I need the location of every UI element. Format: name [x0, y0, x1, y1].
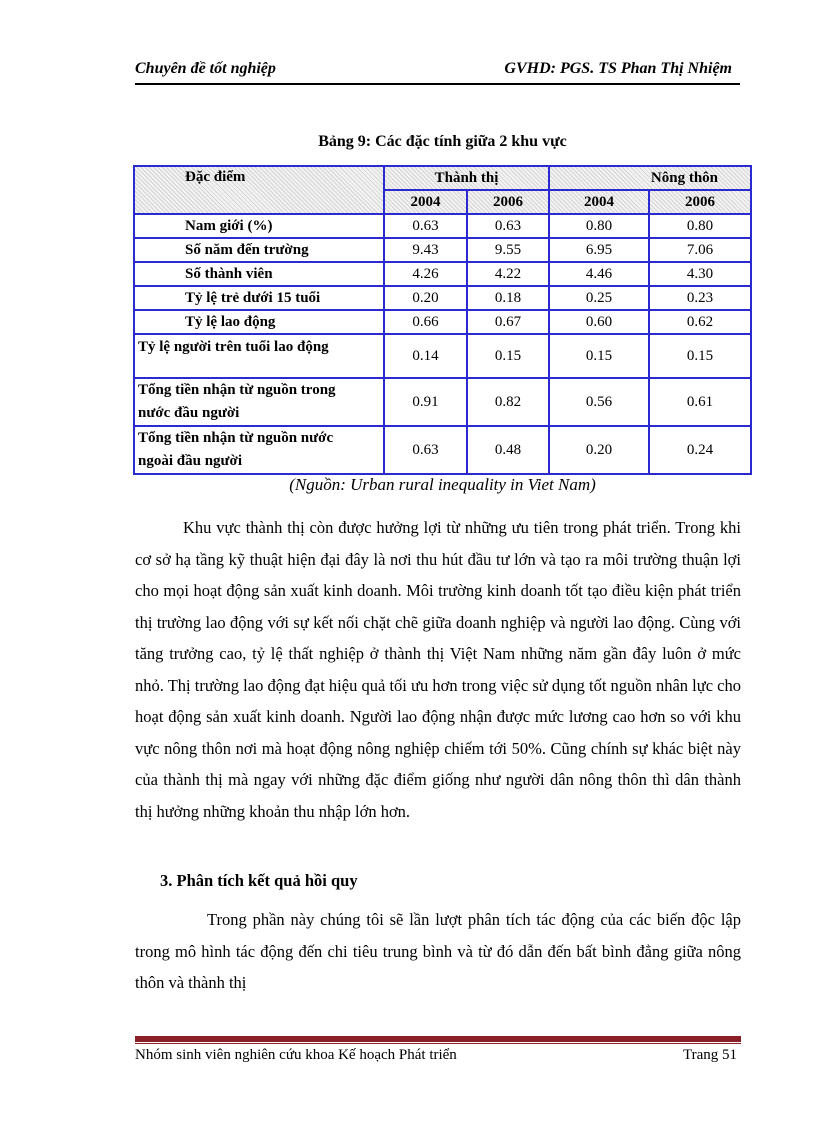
- table-cell: 0.63: [384, 214, 467, 238]
- header-year: 2004: [384, 190, 467, 214]
- table-cell: 0.18: [467, 286, 549, 310]
- table-row: [134, 262, 751, 286]
- table-cell: 0.61: [649, 378, 751, 426]
- header-supervisor: GVHD: PGS. TS Phan Thị Nhiệm: [504, 60, 732, 77]
- table-row: [134, 310, 751, 334]
- table-cell: 0.23: [649, 286, 751, 310]
- table-cell: 4.46: [549, 262, 649, 286]
- body-paragraph: Khu vực thành thị còn được hưởng lợi từ những ưu tiên trong phát triển. Trong khi cơ sở hạ tầng kỹ thuật hiện đại đây là nơi thu hút đầu tư lớn và tạo ra môi trường thuận lợi cho mọi hoạt động sản xuất kinh doanh. Môi trường kinh doanh tốt tạo điều kiện phát triển thị trường lao động với sự kết nối chặt chẽ giữa doanh nghiệp và người lao động. Cùng với tăng trưởng cao, tỷ lệ thất nghiệp ở thành thị Việt Nam những năm gần đây luôn ở mức nhỏ. Thị trường lao động đạt hiệu quả tối ưu hơn trong việc sử dụng tốt nguồn nhân lực cho hoạt động sản xuất kinh doanh. Người lao động nhận được mức lương cao hơn so với khu vực nông thôn nơi mà hoạt động nông nghiệp chiếm tới 50%. Cũng chính sự khác biệt này của thành thị mà ngay với những đặc điểm giống như người dân nông thôn thì dân thành thị hưởng những khoản thu nhập lớn hơn.: [135, 518, 741, 821]
- table-cell: 9.55: [467, 238, 549, 262]
- table-cell: 0.67: [467, 310, 549, 334]
- header-rural: Nông thôn: [549, 166, 751, 190]
- table-cell: 0.14: [384, 334, 467, 378]
- table-cell: 9.43: [384, 238, 467, 262]
- header-document-title: Chuyên đề tốt nghiệp: [135, 60, 276, 77]
- table-row: [134, 378, 751, 426]
- header-feature: Đặc điểm: [134, 166, 384, 214]
- header-divider: [135, 83, 740, 85]
- table-cell: 0.66: [384, 310, 467, 334]
- row-label: Nam giới (%): [134, 214, 384, 238]
- row-label: [134, 378, 384, 426]
- table-source: (Nguồn: Urban rural inequality in Viet Nam): [289, 475, 596, 494]
- table-row: [134, 426, 751, 474]
- row-label: Tỷ lệ người trên tuổi lao động: [134, 334, 384, 378]
- table-cell: 0.48: [467, 426, 549, 474]
- footer-divider-thin: [135, 1043, 741, 1044]
- table-cell: 7.06: [649, 238, 751, 262]
- table-cell: 0.20: [549, 426, 649, 474]
- table-row: [134, 334, 751, 378]
- header-year: 2006: [467, 190, 549, 214]
- table-cell: 0.82: [467, 378, 549, 426]
- table-title: Bảng 9: Các đặc tính giữa 2 khu vực: [318, 133, 567, 150]
- table-cell: 0.20: [384, 286, 467, 310]
- table-cell: 0.15: [549, 334, 649, 378]
- table-cell: 0.24: [649, 426, 751, 474]
- row-label-line: Tổng tiền nhận từ nguồn trong: [138, 382, 336, 398]
- body-paragraph: Trong phần này chúng tôi sẽ lần lượt phân tích tác động của các biến độc lập trong mô hình tác động đến chi tiêu trung bình và từ đó dẫn đến bất bình đẳng giữa nông thôn và thành thị: [135, 910, 741, 992]
- table-cell: 0.15: [467, 334, 549, 378]
- header-year: 2006: [649, 190, 751, 214]
- table-cell: 0.63: [384, 426, 467, 474]
- footer-group: Nhóm sinh viên nghiên cứu khoa Kế hoạch Phát triển: [135, 1047, 457, 1063]
- row-label: Số thành viên: [134, 262, 384, 286]
- table-cell: 4.30: [649, 262, 751, 286]
- row-label-line: Tổng tiền nhận từ nguồn nước: [138, 430, 334, 446]
- section-heading: 3. Phân tích kết quả hồi quy: [160, 871, 358, 890]
- table-cell: 0.91: [384, 378, 467, 426]
- table-cell: 4.26: [384, 262, 467, 286]
- table-cell: 0.62: [649, 310, 751, 334]
- table-header-row: [134, 166, 751, 190]
- header-urban: Thành thị: [384, 166, 549, 190]
- row-label: Số năm đến trường: [134, 238, 384, 262]
- table-cell: 0.80: [649, 214, 751, 238]
- row-label: Tỷ lệ lao động: [134, 310, 384, 334]
- table-cell: 0.60: [549, 310, 649, 334]
- row-label-line: ngoài đầu người: [138, 453, 243, 469]
- header-year: 2004: [549, 190, 649, 214]
- page-header: [135, 60, 740, 82]
- table-cell: 4.22: [467, 262, 549, 286]
- table-cell: 0.63: [467, 214, 549, 238]
- table-row: [134, 286, 751, 310]
- table-cell: 6.95: [549, 238, 649, 262]
- table-cell: 0.80: [549, 214, 649, 238]
- row-label: [134, 426, 384, 474]
- table-cell: 0.15: [649, 334, 751, 378]
- characteristics-table: [133, 165, 752, 475]
- footer-divider: [135, 1036, 741, 1042]
- table-row: [134, 238, 751, 262]
- table-cell: 0.56: [549, 378, 649, 426]
- page-number: Trang 51: [682, 1047, 737, 1063]
- table-row: [134, 214, 751, 238]
- row-label-line: nước đầu người: [138, 405, 240, 421]
- row-label: Tỷ lệ trẻ dưới 15 tuổi: [134, 286, 384, 310]
- table-cell: 0.25: [549, 286, 649, 310]
